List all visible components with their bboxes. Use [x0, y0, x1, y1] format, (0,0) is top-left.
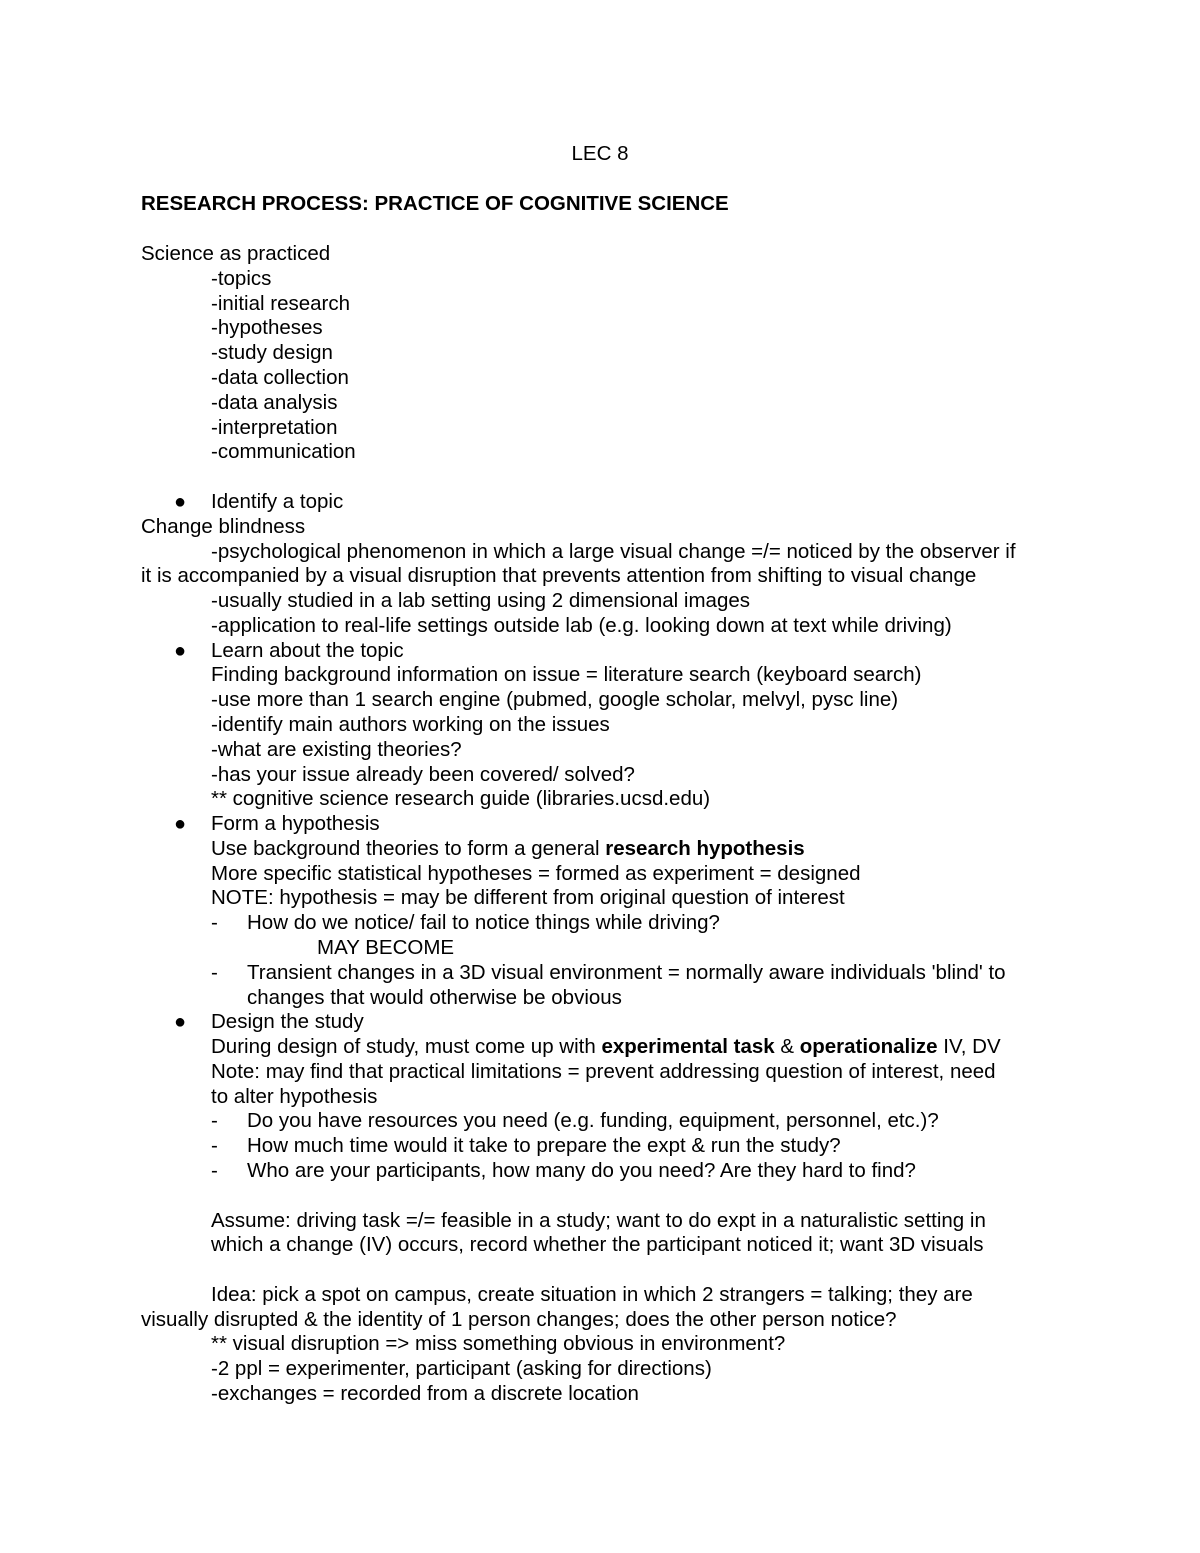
design-during-suffix: IV, DV — [937, 1035, 1001, 1058]
bullet-icon: ● — [174, 491, 187, 513]
learn-line: -use more than 1 search engine (pubmed, google scholar, melvyl, pysc line) — [211, 688, 899, 711]
bullet-icon: ● — [174, 640, 187, 662]
definition-line: -psychological phenomenon in which a large visual change =/= noticed by the observer if — [211, 540, 1016, 563]
bullet-identify-topic: Identify a topic — [211, 490, 344, 513]
question-refined: Transient changes in a 3D visual environment = normally aware individuals 'blind' to — [247, 961, 1006, 984]
idea-detail: -2 ppl = experimenter, participant (asking for directions) — [211, 1357, 712, 1380]
hypothesis-note: NOTE: hypothesis = may be different from original question of interest — [211, 886, 845, 909]
bullet-form-hypothesis: Form a hypothesis — [211, 812, 380, 835]
question-refined-cont: changes that would otherwise be obvious — [247, 986, 622, 1009]
dash-marker: - — [211, 1159, 218, 1182]
experimental-task-term: experimental task — [601, 1035, 775, 1058]
research-hypothesis-term: research hypothesis — [605, 837, 805, 860]
design-question: How much time would it take to prepare the expt & run the study? — [247, 1134, 841, 1157]
intro-step: -hypotheses — [211, 316, 323, 339]
dash-marker: - — [211, 911, 218, 934]
may-become-label: MAY BECOME — [317, 936, 455, 959]
lab-note: -usually studied in a lab setting using 2 dimensional images — [211, 589, 751, 612]
hypothesis-use-text: Use background theories to form a general — [211, 837, 606, 860]
design-during-text: During design of study, must come up with — [211, 1035, 602, 1058]
design-question: Do you have resources you need (e.g. funding, equipment, personnel, etc.)? — [247, 1109, 939, 1132]
learn-line: -identify main authors working on the issues — [211, 713, 610, 736]
design-question: Who are your participants, how many do you need? Are they hard to find? — [247, 1159, 916, 1182]
bullet-design-study: Design the study — [211, 1010, 364, 1033]
page-title: LEC 8 — [571, 142, 629, 165]
intro-step: -data analysis — [211, 391, 338, 414]
application-note: -application to real-life settings outside lab (e.g. looking down at text while driving) — [211, 614, 952, 637]
bullet-learn-topic: Learn about the topic — [211, 639, 404, 662]
operationalize-term: operationalize — [799, 1035, 938, 1058]
bullet-icon: ● — [174, 813, 187, 835]
assume-line: Assume: driving task =/= feasible in a study; want to do expt in a naturalistic setting in — [211, 1209, 986, 1232]
intro-step: -interpretation — [211, 416, 338, 439]
dash-marker: - — [211, 1134, 218, 1157]
intro-step: -communication — [211, 440, 356, 463]
idea-line-cont: visually disrupted & the identity of 1 person changes; does the other person notice? — [141, 1308, 897, 1331]
intro-step: -topics — [211, 267, 272, 290]
definition-line: it is accompanied by a visual disruption that prevents attention from shifting to visual change — [141, 564, 977, 587]
idea-detail: ** visual disruption => miss something obvious in environment? — [211, 1332, 786, 1355]
learn-line: Finding background information on issue = literature search (keyboard search) — [211, 663, 922, 686]
hypothesis-specific: More specific statistical hypotheses = formed as experiment = designed — [211, 862, 861, 885]
topic-name: Change blindness — [141, 515, 306, 538]
dash-marker: - — [211, 1109, 218, 1132]
section-heading: RESEARCH PROCESS: PRACTICE OF COGNITIVE SCIENCE — [141, 192, 729, 215]
design-during-line — [211, 1035, 1001, 1059]
design-note: Note: may find that practical limitations = prevent addressing question of interest, need — [211, 1060, 996, 1083]
design-note-cont: to alter hypothesis — [211, 1085, 378, 1108]
bullet-icon: ● — [174, 1011, 187, 1033]
hypothesis-use-line — [211, 837, 805, 861]
intro-step: -initial research — [211, 292, 350, 315]
assume-line-cont: which a change (IV) occurs, record whether the participant noticed it; want 3D visuals — [211, 1233, 984, 1256]
idea-detail: -exchanges = recorded from a discrete location — [211, 1382, 639, 1405]
idea-line: Idea: pick a spot on campus, create situation in which 2 strangers = talking; they are — [211, 1283, 973, 1306]
intro-step: -data collection — [211, 366, 349, 389]
learn-line: ** cognitive science research guide (libraries.ucsd.edu) — [211, 787, 711, 810]
learn-line: -has your issue already been covered/ solved? — [211, 763, 635, 786]
intro-label: Science as practiced — [141, 242, 331, 265]
design-during-amp: & — [774, 1035, 800, 1058]
learn-line: -what are existing theories? — [211, 738, 462, 761]
question-original: How do we notice/ fail to notice things while driving? — [247, 911, 720, 934]
dash-marker: - — [211, 961, 218, 984]
intro-step: -study design — [211, 341, 333, 364]
